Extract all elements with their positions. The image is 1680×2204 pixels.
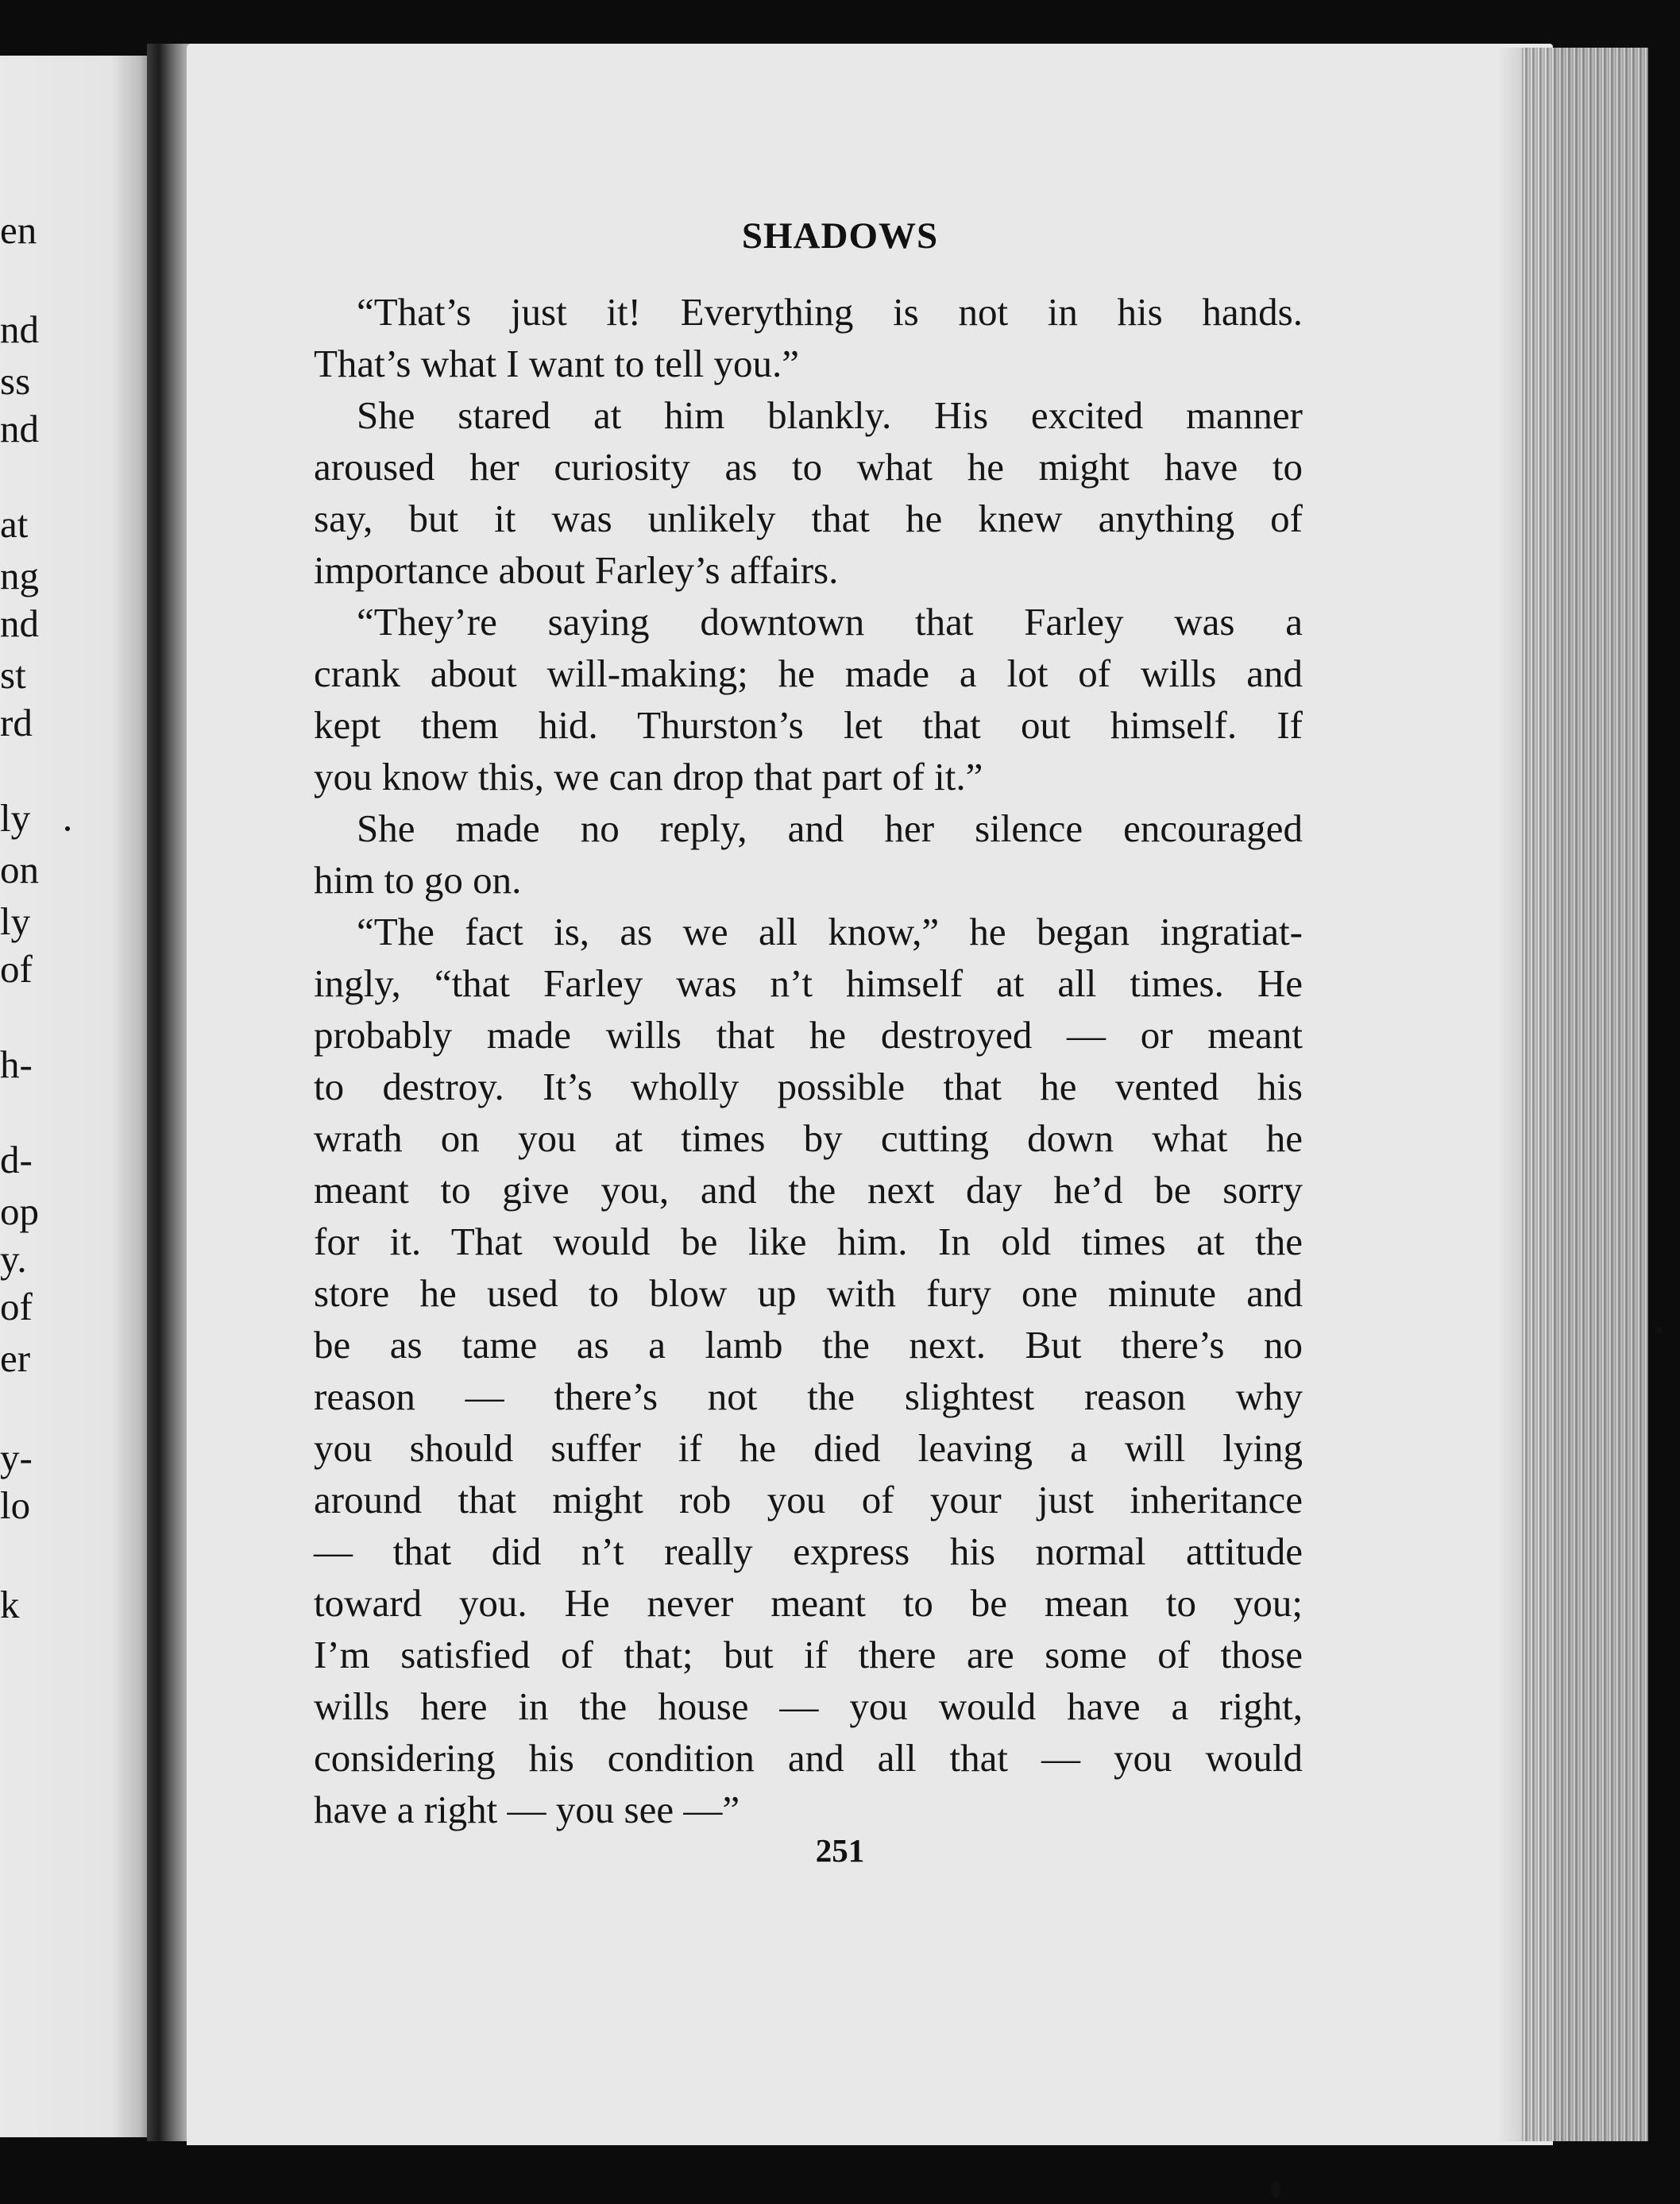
previous-page-line-fragment: y- <box>0 1436 33 1479</box>
previous-page-line-fragment: rd <box>0 701 33 744</box>
text-line: him to go on. <box>314 858 522 902</box>
previous-page-line-fragment: ly <box>0 796 31 840</box>
text-line: — that did n’t really express his normal attitude <box>314 1529 1303 1573</box>
previous-page-line-fragment: nd <box>0 407 39 450</box>
text-line: That’s what I want to tell you.” <box>314 342 799 385</box>
previous-page-line-fragment: op <box>0 1189 39 1233</box>
text-line: “The fact is, as we all know,” he began ingratiat- <box>357 910 1303 953</box>
text-line: I’m satisfied of that; but if there are some of those <box>314 1633 1303 1676</box>
text-line: aroused her curiosity as to what he might have to <box>314 445 1303 489</box>
page-number: 251 <box>815 1832 865 1869</box>
text-line: you should suffer if he died leaving a will lying <box>314 1426 1303 1470</box>
text-line: toward you. He never meant to be mean to you; <box>314 1581 1303 1625</box>
previous-page-line-fragment: lo <box>0 1483 31 1527</box>
text-line: say, but it was unlikely that he knew anything of <box>314 497 1303 540</box>
text-line: reason — there’s not the slightest reason why <box>314 1375 1303 1418</box>
scan-speck <box>1271 2181 1280 2198</box>
previous-page-line-fragment: at <box>0 502 29 546</box>
text-line: importance about Farley’s affairs. <box>314 548 839 592</box>
text-line: probably made wills that he destroyed — or meant <box>314 1013 1303 1057</box>
text-line: “They’re saying downtown that Farley was a <box>357 600 1303 644</box>
previous-page-line-fragment: er <box>0 1336 31 1380</box>
previous-page-line-fragment: st <box>0 653 26 697</box>
previous-page-line-fragment: ly <box>0 899 31 943</box>
previous-page-fragment <box>0 56 159 2137</box>
text-line: She stared at him blankly. His excited manner <box>357 393 1303 437</box>
text-line: She made no reply, and her silence encouraged <box>357 806 1303 850</box>
running-head: SHADOWS <box>741 215 939 257</box>
previous-page-line-fragment: nd <box>0 307 39 351</box>
text-line: kept them hid. Thurston’s let that out himself. If <box>314 703 1303 747</box>
previous-page-line-fragment: of <box>0 1285 33 1328</box>
text-line: for it. That would be like him. In old times at the <box>314 1220 1303 1263</box>
previous-page-line-fragment: d- <box>0 1138 33 1181</box>
scan-speck <box>1656 1327 1663 1333</box>
previous-page-line-fragment: y. <box>0 1237 27 1281</box>
body-text <box>314 286 1303 1835</box>
previous-page-line-fragment: ng <box>0 554 39 597</box>
scan-speck <box>65 826 70 831</box>
previous-page-line-fragment: h- <box>0 1042 33 1086</box>
text-line: meant to give you, and the next day he’d be sorry <box>314 1168 1303 1212</box>
page-stack-edge <box>1521 48 1648 2141</box>
previous-page-line-fragment: ss <box>0 359 31 403</box>
text-line: crank about will-making; he made a lot of wills and <box>314 652 1303 695</box>
previous-page-line-fragment: en <box>0 208 37 252</box>
previous-page-line-fragment: on <box>0 848 39 891</box>
text-line: ingly, “that Farley was n’t himself at all times. He <box>314 961 1303 1005</box>
text-line: wills here in the house — you would have a right, <box>314 1684 1303 1728</box>
text-line: wrath on you at times by cutting down what he <box>314 1116 1303 1160</box>
text-line: “That’s just it! Everything is not in his hands. <box>357 290 1303 334</box>
previous-page-line-fragment: of <box>0 947 33 991</box>
text-line: you know this, we can drop that part of it.” <box>314 755 983 798</box>
text-line: be as tame as a lamb the next. But there’s no <box>314 1323 1303 1367</box>
previous-page-line-fragment: nd <box>0 601 39 645</box>
text-line: considering his condition and all that — you would <box>314 1736 1303 1780</box>
text-line: to destroy. It’s wholly possible that he vented his <box>314 1065 1303 1108</box>
text-line: around that might rob you of your just inheritance <box>314 1478 1303 1522</box>
text-line: have a right — you see —” <box>314 1788 740 1831</box>
text-line: store he used to blow up with fury one minute and <box>314 1271 1303 1315</box>
previous-page-line-fragment: k <box>0 1583 20 1626</box>
